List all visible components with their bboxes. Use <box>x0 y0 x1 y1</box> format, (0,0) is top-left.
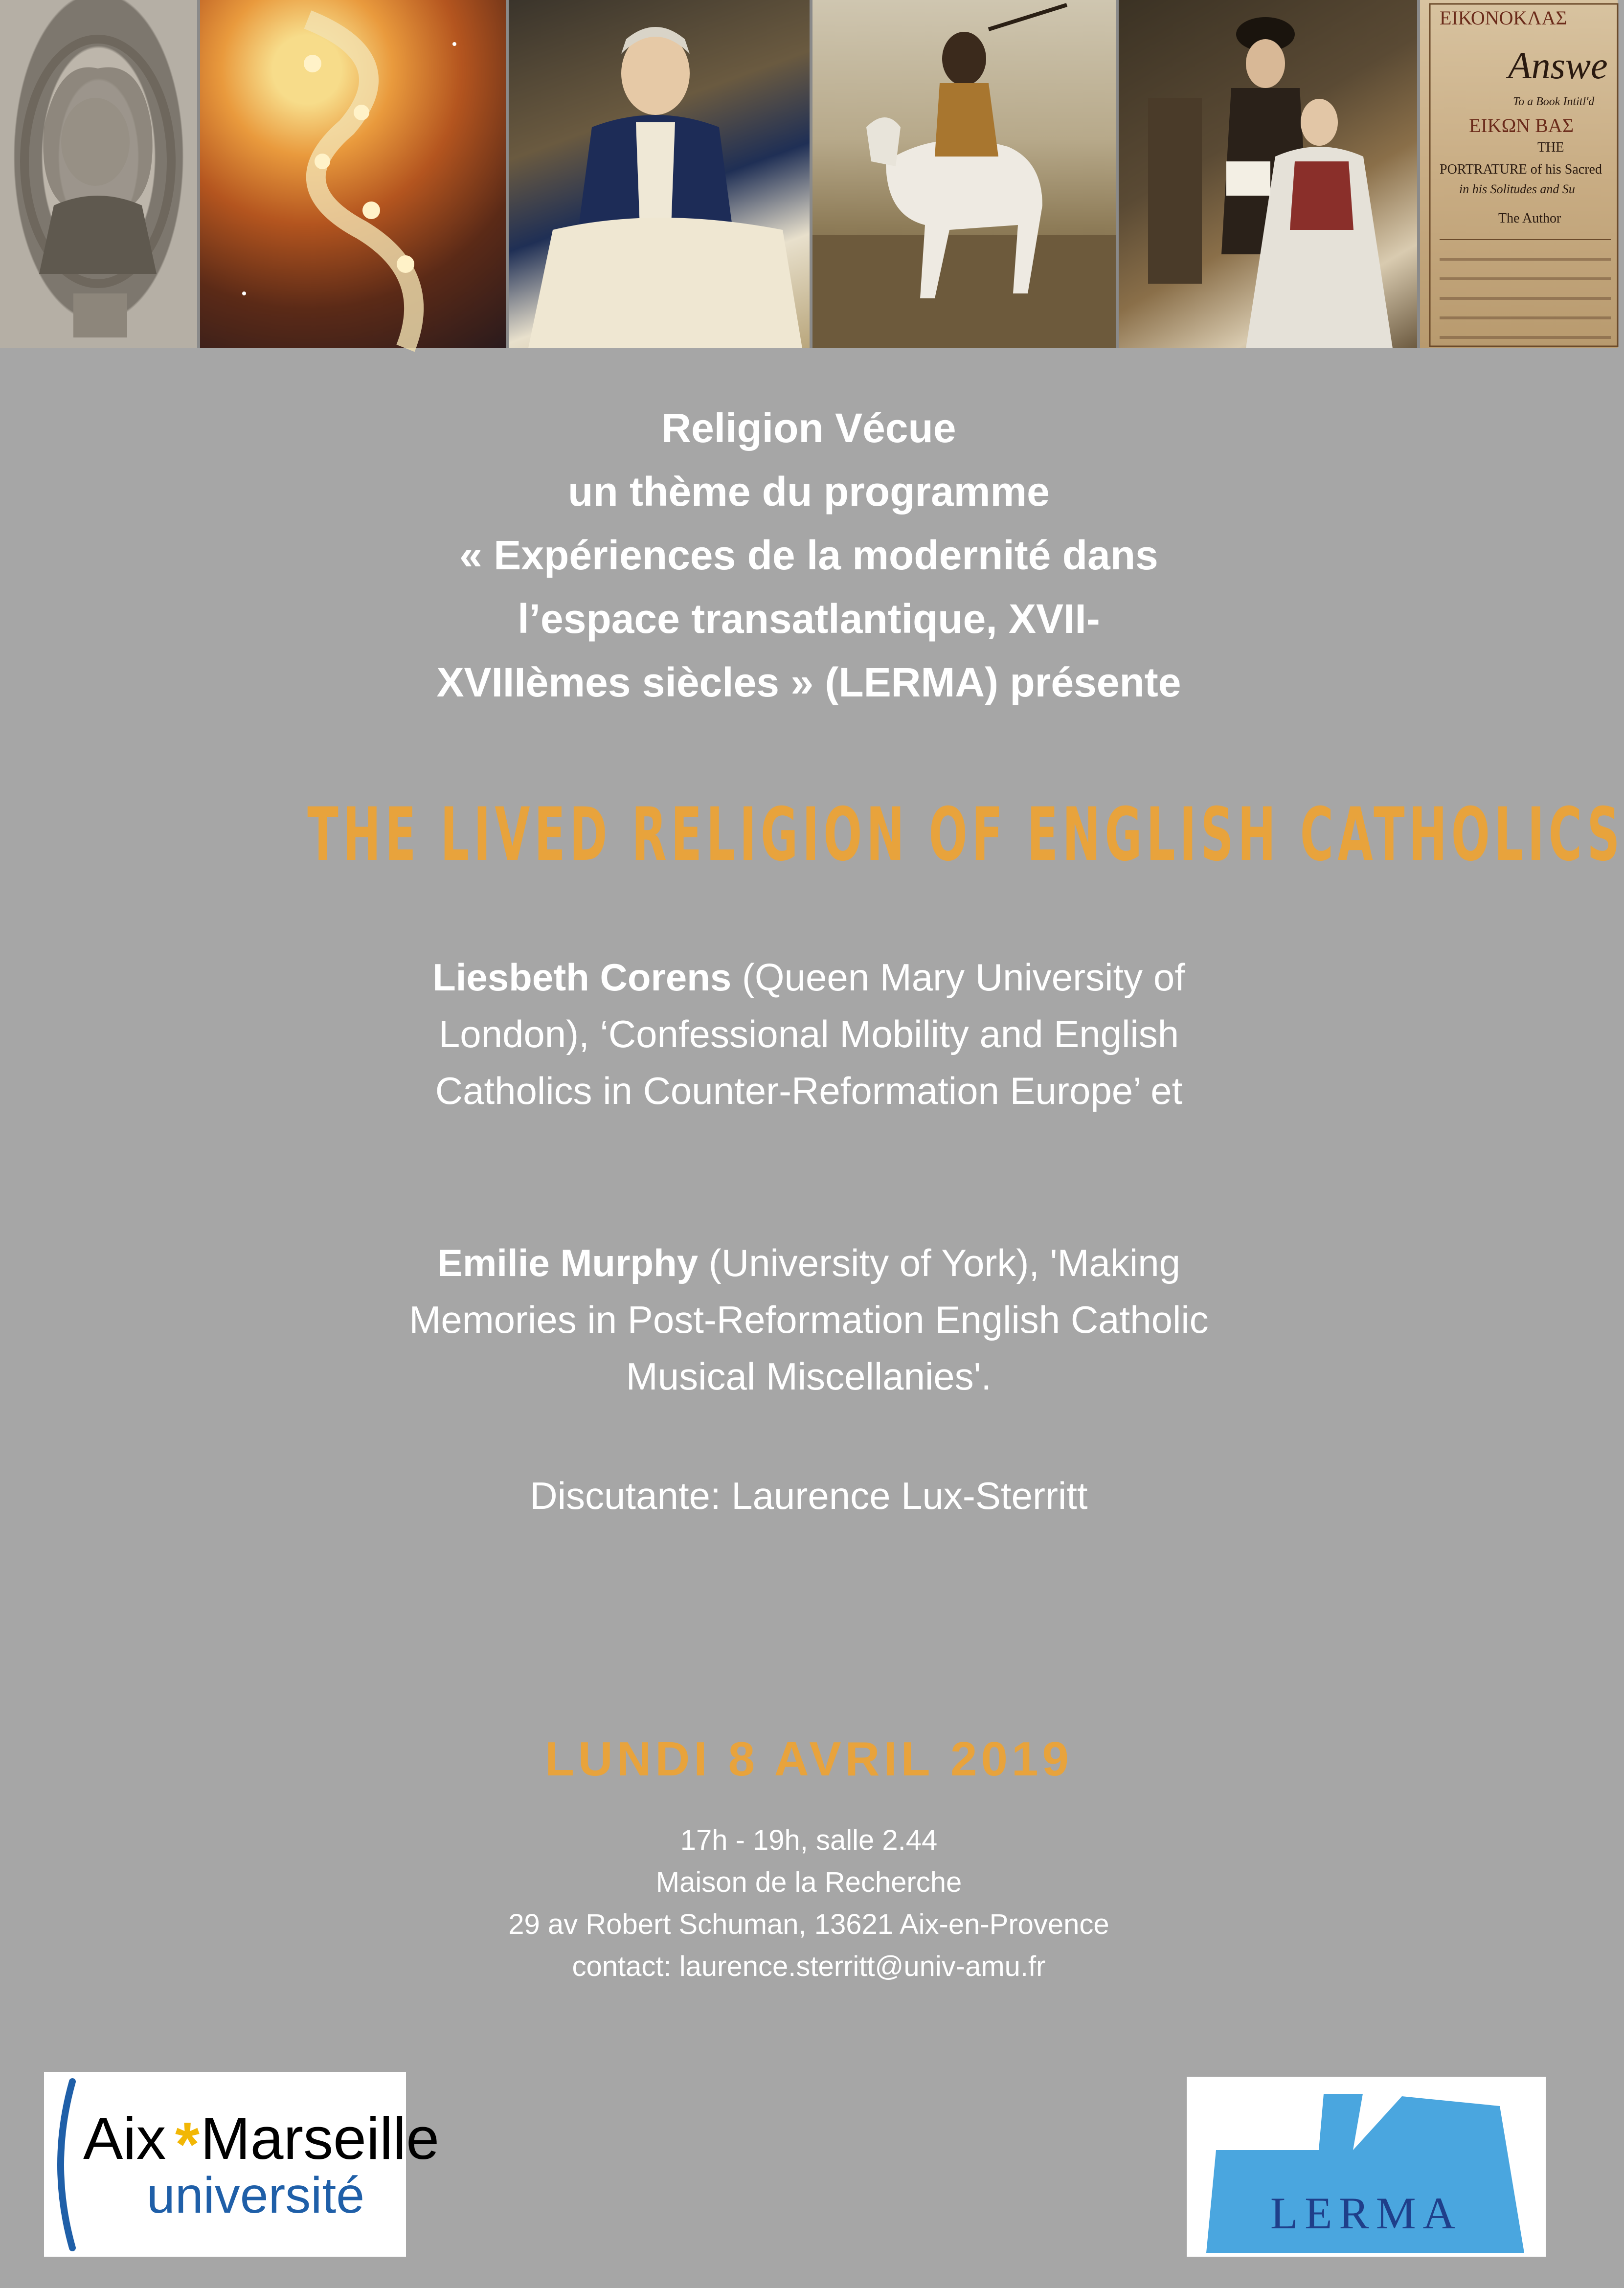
event-address: 29 av Robert Schuman, 13621 Aix-en-Provence <box>508 1908 1109 1940</box>
event-contact[interactable]: contact: laurence.sterritt@univ-amu.fr <box>572 1951 1046 1982</box>
equestrian-portrait-image <box>812 0 1116 348</box>
intro-line-2: un thème du programme <box>568 469 1050 515</box>
jacobs-ladder-image <box>200 0 506 348</box>
speaker-2-name: Emilie Murphy <box>437 1241 699 1284</box>
event-info <box>0 1819 1618 1988</box>
event-title: THE LIVED RELIGION OF ENGLISH CATHOLICS <box>307 792 1624 877</box>
talk-1 <box>0 949 1618 1119</box>
amu-universite-text: université <box>147 2167 365 2224</box>
svg-text:in his Solitudes and Su: in his Solitudes and Su <box>1459 182 1575 196</box>
event-date: LUNDI 8 AVRIL 2019 <box>545 1732 1073 1786</box>
amu-marseille-text: Marseille <box>201 2105 440 2172</box>
lerma-text: LERMA <box>1270 2188 1462 2238</box>
talk-2 <box>0 1234 1618 1405</box>
talk-2-line-2: Memories in Post-Reformation English Catholic <box>409 1298 1209 1341</box>
svg-text:THE: THE <box>1537 140 1564 155</box>
intro-line-1: Religion Vécue <box>661 405 956 451</box>
amu-star-icon: * <box>175 2109 200 2179</box>
painting-banner <box>0 0 1618 348</box>
speaker-1-name: Liesbeth Corens <box>432 956 732 999</box>
svg-text:Answe: Answe <box>1508 44 1608 87</box>
captain-portrait-image <box>509 0 810 348</box>
intro-block <box>0 396 1618 714</box>
amu-aix-text: Aix <box>83 2105 166 2172</box>
speaker-2-affiliation: (University of York), 'Making <box>698 1241 1180 1284</box>
portrait-engraving-image <box>0 0 197 348</box>
svg-text:The Author: The Author <box>1498 211 1561 226</box>
event-building: Maison de la Recherche <box>655 1866 962 1898</box>
svg-text:To a Book Intitl'd: To a Book Intitl'd <box>1513 95 1595 108</box>
intro-line-3: « Expériences de la modernité dans <box>459 532 1158 578</box>
talk-1-line-2: London), ‘Confessional Mobility and English <box>438 1012 1179 1055</box>
event-time-room: 17h - 19h, salle 2.44 <box>680 1824 938 1856</box>
music-lesson-image <box>1119 0 1417 348</box>
eikon-title-text: ΕΙΚΟΝΟΚΛΑΣ <box>1440 7 1567 29</box>
lerma-logo <box>1187 2077 1546 2257</box>
discussant: Discutante: Laurence Lux-Sterritt <box>530 1474 1088 1517</box>
intro-line-4: l’espace transatlantique, XVII- <box>518 596 1100 642</box>
eikonoklastes-title-page-image <box>1420 0 1618 348</box>
aix-marseille-universite-logo <box>44 2072 440 2257</box>
speaker-1-affiliation: (Queen Mary University of <box>731 956 1185 999</box>
talk-1-line-3: Catholics in Counter-Reformation Europe’ et <box>435 1069 1183 1112</box>
talk-2-line-3: Musical Miscellanies'. <box>626 1355 992 1398</box>
svg-text:ΕΙΚΩΝ ΒΑΣ: ΕΙΚΩΝ ΒΑΣ <box>1469 114 1574 136</box>
intro-line-5: XVIIIèmes siècles » (LERMA) présente <box>436 659 1181 705</box>
svg-text:PORTRATURE of his Sacred: PORTRATURE of his Sacred <box>1440 162 1602 177</box>
